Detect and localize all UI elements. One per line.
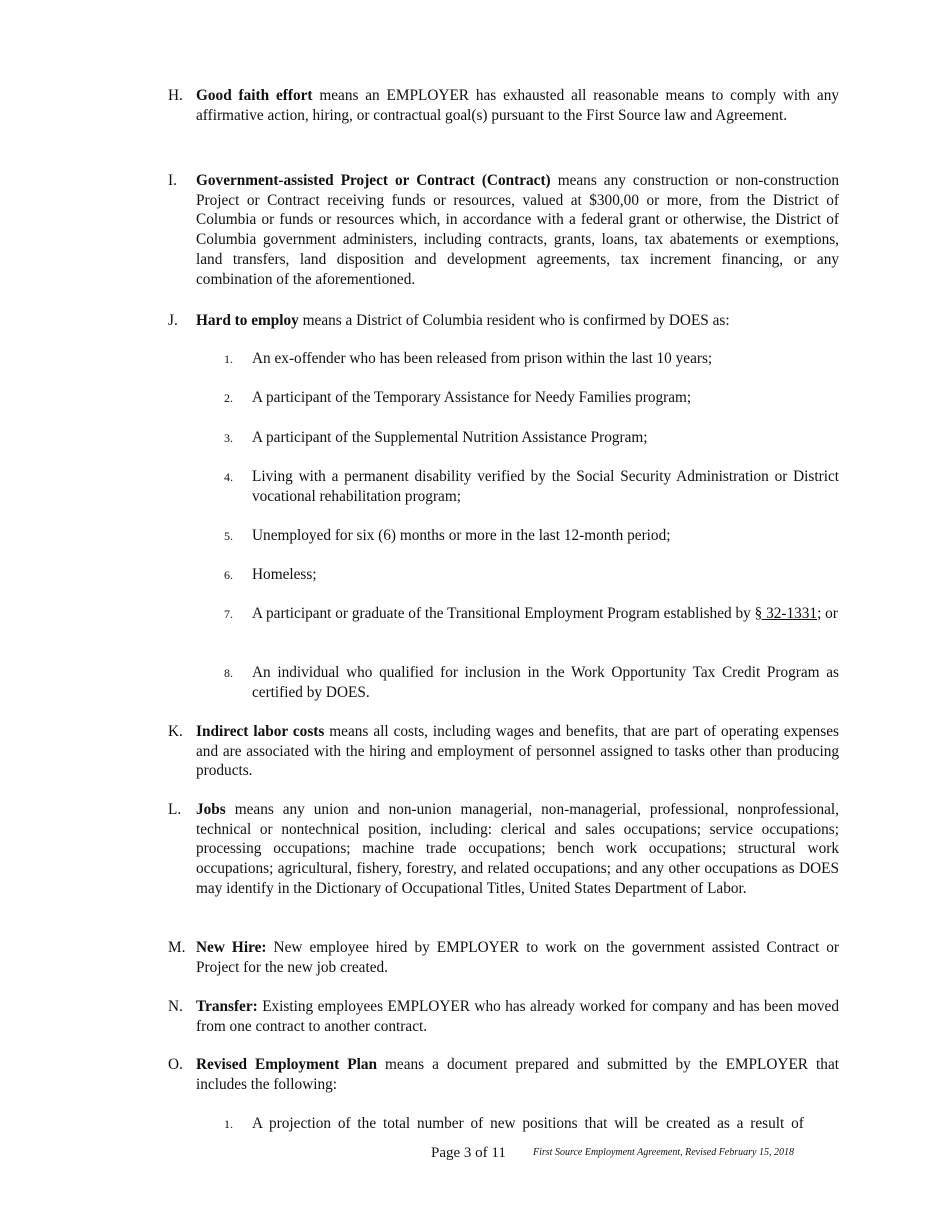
definition-body: Existing employees EMPLOYER who has already worked for company and has been moved from one contract to another contract.: [196, 998, 839, 1035]
item-letter: J.: [168, 312, 178, 329]
definition-term: Hard to employ: [196, 312, 299, 329]
definition-m: [168, 938, 839, 977]
list-item: [224, 565, 839, 585]
item-letter: I.: [168, 172, 177, 189]
list-text: A projection of the total number of new positions that will be created as a result of: [252, 1115, 804, 1132]
list-text-after: ; or: [817, 605, 838, 622]
definition-text: [196, 722, 839, 781]
list-text: An individual who qualified for inclusion in the Work Opportunity Tax Credit Program as certified by DOES.: [252, 664, 839, 701]
definition-term: New Hire:: [196, 939, 267, 956]
definition-body: means an EMPLOYER has exhausted all reasonable means to comply with any affirmative action, hiring, or contractual goal(s) pursuant to the First Source law and Agreement.: [196, 87, 839, 124]
definition-k: [168, 722, 839, 781]
list-item: [224, 349, 839, 369]
list-item: [224, 1114, 839, 1134]
definition-text: [196, 171, 839, 289]
item-letter: L.: [168, 801, 182, 818]
definition-term: Good faith effort: [196, 87, 313, 104]
list-text: Homeless;: [252, 566, 317, 583]
definition-i: [168, 171, 839, 289]
list-item: [224, 526, 839, 546]
definition-body: means any union and non-union managerial, non-managerial, professional, nonprofessional, technical or nontechnical position, including: clerical and sales occupations; service occupations; processing occupations; machine trade occupations; bench work occupations; structural work occupations; agricultural, fishery, forestry, and related occupations; and any other occupations as DOES may identify in the Dictionary of Occupational Titles, United States Department of Labor.: [196, 801, 839, 897]
list-text: Living with a permanent disability verified by the Social Security Administration or District vocational rehabilitation program;: [252, 468, 839, 505]
list-number: 7.: [224, 607, 233, 621]
page-number: Page 3 of 11: [431, 1145, 506, 1161]
list-text: Unemployed for six (6) months or more in the last 12-month period;: [252, 527, 671, 544]
list-text: A participant of the Supplemental Nutrition Assistance Program;: [252, 429, 648, 446]
definition-body: means a document prepared and submitted by the EMPLOYER that includes the following:: [196, 1056, 839, 1093]
definition-j: [168, 311, 839, 331]
definition-text: [196, 997, 839, 1036]
list-number: 6.: [224, 568, 233, 582]
definition-text: [196, 938, 839, 977]
definition-term: Transfer:: [196, 998, 258, 1015]
item-letter: K.: [168, 723, 183, 740]
definition-l: [168, 800, 839, 899]
statute-link[interactable]: § 32-1331: [754, 605, 818, 622]
definition-term: Jobs: [196, 801, 226, 818]
list-text: An ex-offender who has been released from prison within the last 10 years;: [252, 350, 713, 367]
item-letter: O.: [168, 1056, 183, 1073]
definition-text: [196, 86, 839, 125]
footer-note: First Source Employment Agreement, Revised February 15, 2018: [533, 1147, 794, 1158]
definition-h: [168, 86, 839, 125]
list-number: 1.: [224, 1117, 233, 1131]
list-item: [224, 663, 839, 702]
list-number: 3.: [224, 431, 233, 445]
list-item: [224, 467, 839, 506]
item-letter: M.: [168, 939, 186, 956]
list-number: 2.: [224, 391, 233, 405]
list-item: [224, 428, 839, 448]
definition-body: means all costs, including wages and benefits, that are part of operating expenses and are associated with the hiring and employment of personnel assigned to tasks other than producing products.: [196, 723, 839, 780]
definition-body: means a District of Columbia resident who is confirmed by DOES as:: [298, 312, 730, 329]
list-item: [224, 604, 839, 624]
list-text: A participant of the Temporary Assistance for Needy Families program;: [252, 389, 692, 406]
list-number: 1.: [224, 352, 233, 366]
item-letter: H.: [168, 87, 183, 104]
definition-text: [196, 800, 839, 899]
list-number: 4.: [224, 470, 233, 484]
definition-body: means any construction or non-construction Project or Contract receiving funds or resources, valued at $300,00 or more, from the District of Columbia or funds or resources which, in accordance with a federal grant or otherwise, the District of Columbia government administers, including contracts, grants, loans, tax abatements or exemptions, land transfers, land disposition and development agreements, tax increment financing, or any combination of the aforementioned.: [196, 172, 840, 288]
list-text-before: A participant or graduate of the Transitional Employment Program established by: [252, 605, 755, 622]
definition-text: [196, 1055, 839, 1094]
definition-o: [168, 1055, 839, 1094]
item-letter: N.: [168, 998, 183, 1015]
definition-term: Indirect labor costs: [196, 723, 325, 740]
definition-term: Revised Employment Plan: [196, 1056, 377, 1073]
list-text: [252, 604, 839, 624]
list-number: 5.: [224, 529, 233, 543]
definition-body: New employee hired by EMPLOYER to work on the government assisted Contract or Project for the new job created.: [196, 939, 839, 976]
definition-n: [168, 997, 839, 1036]
list-item: [224, 388, 839, 408]
list-number: 8.: [224, 666, 233, 680]
definition-text: [196, 311, 839, 331]
definition-term: Government-assisted Project or Contract (Contract): [196, 172, 551, 189]
